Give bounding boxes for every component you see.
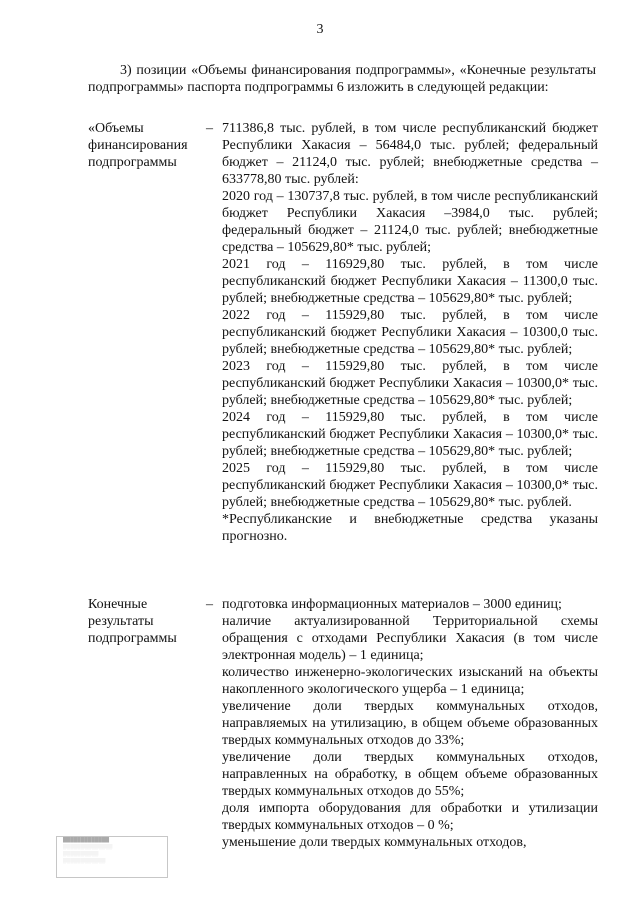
funding-dash: – <box>206 121 213 136</box>
results-item: увеличение доли твердых коммунальных отходов, направленных на обработку, в общем объеме образованных твердых коммунальных отходов до 55%; <box>222 750 598 799</box>
page-number: 3 <box>316 22 324 37</box>
results-label: Конечные результаты подпрограммы <box>88 597 177 646</box>
document-stamp: █████████████ ░░░░░░░░░░░░░░ ░░░░░░░░░░ ░░░░░░░░░░░░ <box>56 836 168 878</box>
funding-year-2020: 2020 год – 130737,8 тыс. рублей, в том числе республиканский бюджет Республики Хакасия –3984,0 тыс. рублей; федеральный бюджет – 21124,0 тыс. рублей; внебюджетные средства – 105629,80* тыс. рублей; <box>222 189 598 255</box>
results-item: уменьшение доли твердых коммунальных отходов, <box>222 835 527 850</box>
funding-year-2021: 2021 год – 116929,80 тыс. рублей, в том числе республиканский бюджет Республики Хакасия – 11300,0 тыс. рублей; внебюджетные средства – 105629,80* тыс. рублей; <box>222 257 598 306</box>
intro-paragraph: 3) позиции «Объемы финансирования подпрограммы», «Конечные результаты подпрограммы» паспорта подпрограммы 6 изложить в следующей редакции: <box>88 63 596 95</box>
results-dash: – <box>206 597 213 612</box>
funding-total: 711386,8 тыс. рублей, в том числе республиканский бюджет Республики Хакасия – 56484,0 тыс. рублей; федеральный бюджет – 21124,0 тыс. рублей; внебюджетные средства – 633778,80 тыс. рублей: <box>222 121 598 187</box>
funding-year-2023: 2023 год – 115929,80 тыс. рублей, в том числе республиканский бюджет Республики Хакасия – 10300,0* тыс. рублей; внебюджетные средства – 105629,80* тыс. рублей; <box>222 359 598 408</box>
results-item: количество инженерно-экологических изысканий на объекты накопленного экологического ущерба – 1 единица; <box>222 665 598 697</box>
results-body <box>222 596 598 851</box>
funding-body <box>222 120 598 545</box>
results-item: доля импорта оборудования для обработки и утилизации твердых коммунальных отходов – 0 %; <box>222 801 598 833</box>
results-item: увеличение доли твердых коммунальных отходов, направляемых на утилизацию, в общем объеме образованных твердых коммунальных отходов до 33%; <box>222 699 598 748</box>
funding-year-2025: 2025 год – 115929,80 тыс. рублей, в том числе республиканский бюджет Республики Хакасия – 10300,0* тыс. рублей; внебюджетные средства – 105629,80* тыс. рублей. <box>222 461 598 510</box>
funding-year-2024: 2024 год – 115929,80 тыс. рублей, в том числе республиканский бюджет Республики Хакасия – 10300,0* тыс. рублей; внебюджетные средства – 105629,80* тыс. рублей; <box>222 410 598 459</box>
funding-footnote: *Республиканские и внебюджетные средства указаны прогнозно. <box>222 512 598 544</box>
funding-label: «Объемы финансирования подпрограммы <box>88 121 188 170</box>
results-item: подготовка информационных материалов – 3000 единиц; <box>222 597 562 612</box>
funding-year-2022: 2022 год – 115929,80 тыс. рублей, в том числе республиканский бюджет Республики Хакасия – 10300,0 тыс. рублей; внебюджетные средства – 105629,80* тыс. рублей; <box>222 308 598 357</box>
results-item: наличие актуализированной Территориальной схемы обращения с отходами Республики Хакасия (в том числе электронная модель) – 1 единица; <box>222 614 598 663</box>
